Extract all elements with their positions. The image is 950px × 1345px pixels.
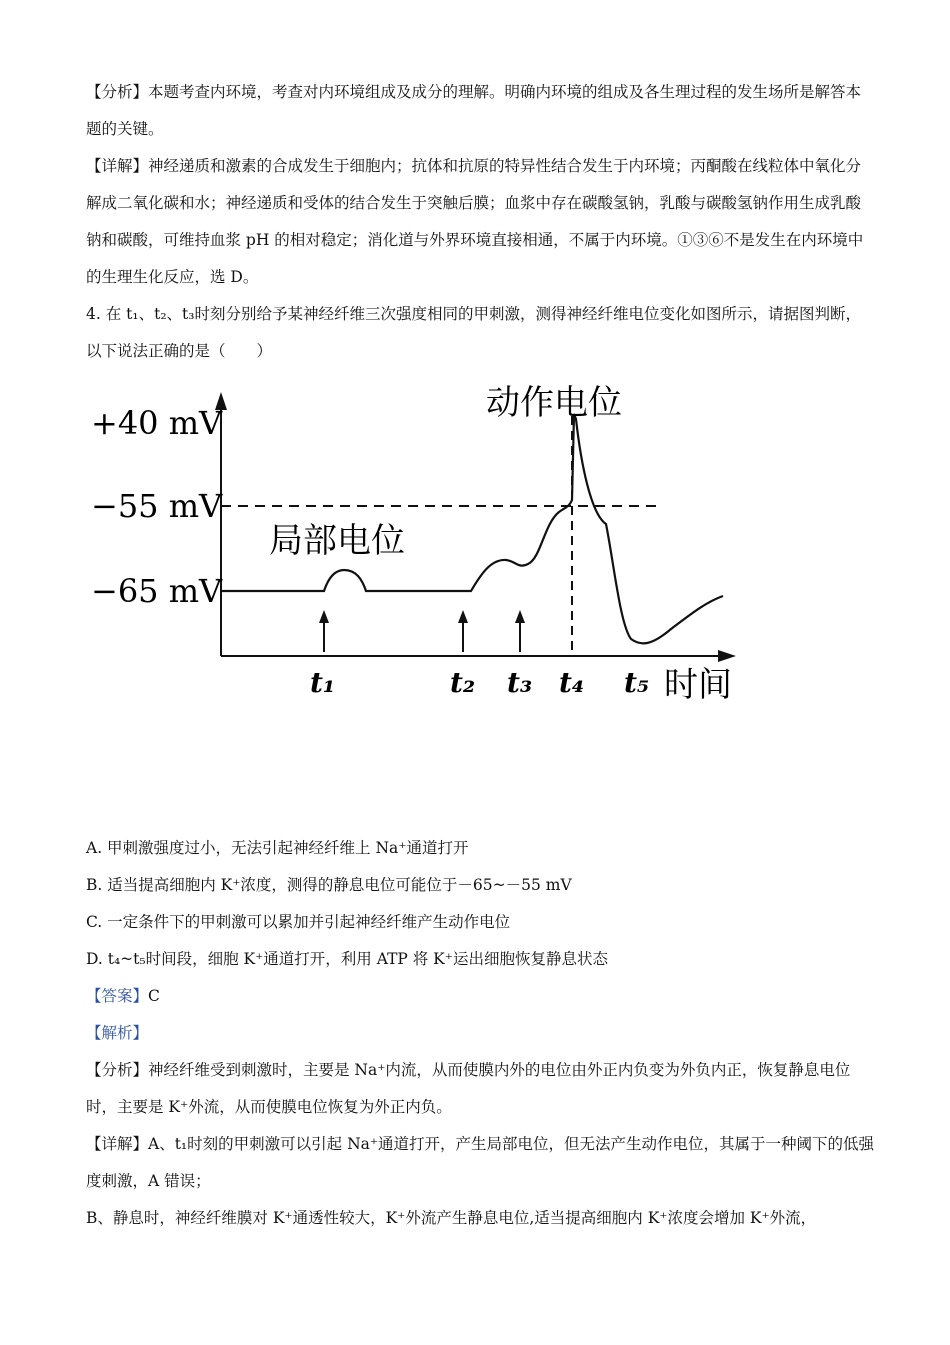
analysis-paragraph-1: 【分析】本题考查内环境，考查对内环境组成及成分的理解。明确内环境的组成及各生理过程的发生场所是解答本题的关键。	[86, 83, 862, 138]
answer-value: C	[148, 987, 160, 1005]
label-action-potential: 动作电位	[486, 383, 622, 423]
y-label-plus40: +40 mV	[91, 404, 223, 442]
option-a: A. 甲刺激强度过小，无法引起神经纤维上 Na⁺通道打开	[86, 839, 469, 857]
y-label-minus65: −65 mV	[91, 572, 223, 610]
x-axis-arrow	[718, 650, 736, 662]
jiexi-tag: 【解析】	[86, 1024, 149, 1042]
x-label-t5: t₅	[624, 666, 650, 699]
membrane-potential-figure	[86, 374, 766, 824]
answer-line	[86, 978, 876, 1015]
analysis-paragraph-2: 【分析】神经纤维受到刺激时，主要是 Na⁺内流，从而使膜内外的电位由外正内负变为外负内正，恢复静息电位时，主要是 K⁺外流，从而使膜电位恢复为外正内负。	[86, 1061, 851, 1116]
option-b: B. 适当提高细胞内 K⁺浓度，测得的静息电位可能位于－65~－55 mV	[86, 876, 572, 894]
x-label-t3: t₃	[507, 666, 533, 699]
potential-graph	[86, 374, 766, 824]
x-axis-title: 时间	[664, 665, 732, 705]
detail-paragraph-2a: 【详解】A、t₁时刻的甲刺激可以引起 Na⁺通道打开，产生局部电位，但无法产生动作电位，其属于一种阈下的低强度刺激，A 错误；	[86, 1135, 875, 1190]
x-label-t2: t₂	[450, 666, 476, 699]
x-label-t4: t₄	[559, 666, 585, 699]
jiexi-line	[86, 1015, 876, 1052]
page-content	[86, 74, 876, 1237]
detail-paragraph-1: 【详解】神经递质和激素的合成发生于细胞内；抗体和抗原的特异性结合发生于内环境；丙酮酸在线粒体中氧化分解成二氧化碳和水；神经递质和受体的结合发生于突触后膜；血浆中存在碳酸氢钠，乳酸与碳酸氢钠作用生成乳酸钠和碳酸，可维持血浆 pH 的相对稳定；消化道与外界环境直接相通，不属于内环境。①③⑥不是发生在内环境中的生理生化反应，选 D。	[86, 157, 864, 286]
x-label-t1: t₁	[310, 666, 336, 699]
detail-paragraph-2b: B、静息时，神经纤维膜对 K⁺通透性较大，K⁺外流产生静息电位,适当提高细胞内 K⁺浓度会增加 K⁺外流，	[86, 1209, 817, 1227]
option-d: D. t₄~t₅时间段，细胞 K⁺通道打开，利用 ATP 将 K⁺运出细胞恢复静息状态	[86, 950, 608, 968]
answer-tag: 【答案】	[86, 987, 149, 1005]
stimulus-arrows	[319, 610, 525, 652]
option-c: C. 一定条件下的甲刺激可以累加并引起神经纤维产生动作电位	[86, 913, 511, 931]
y-label-minus55: −55 mV	[91, 487, 223, 525]
question-4-stem: 4. 在 t₁、t₂、t₃时刻分别给予某神经纤维三次强度相同的甲刺激，测得神经纤维电位变化如图所示，请据图判断，以下说法正确的是（ ）	[86, 305, 861, 360]
label-local-potential: 局部电位	[269, 521, 405, 561]
